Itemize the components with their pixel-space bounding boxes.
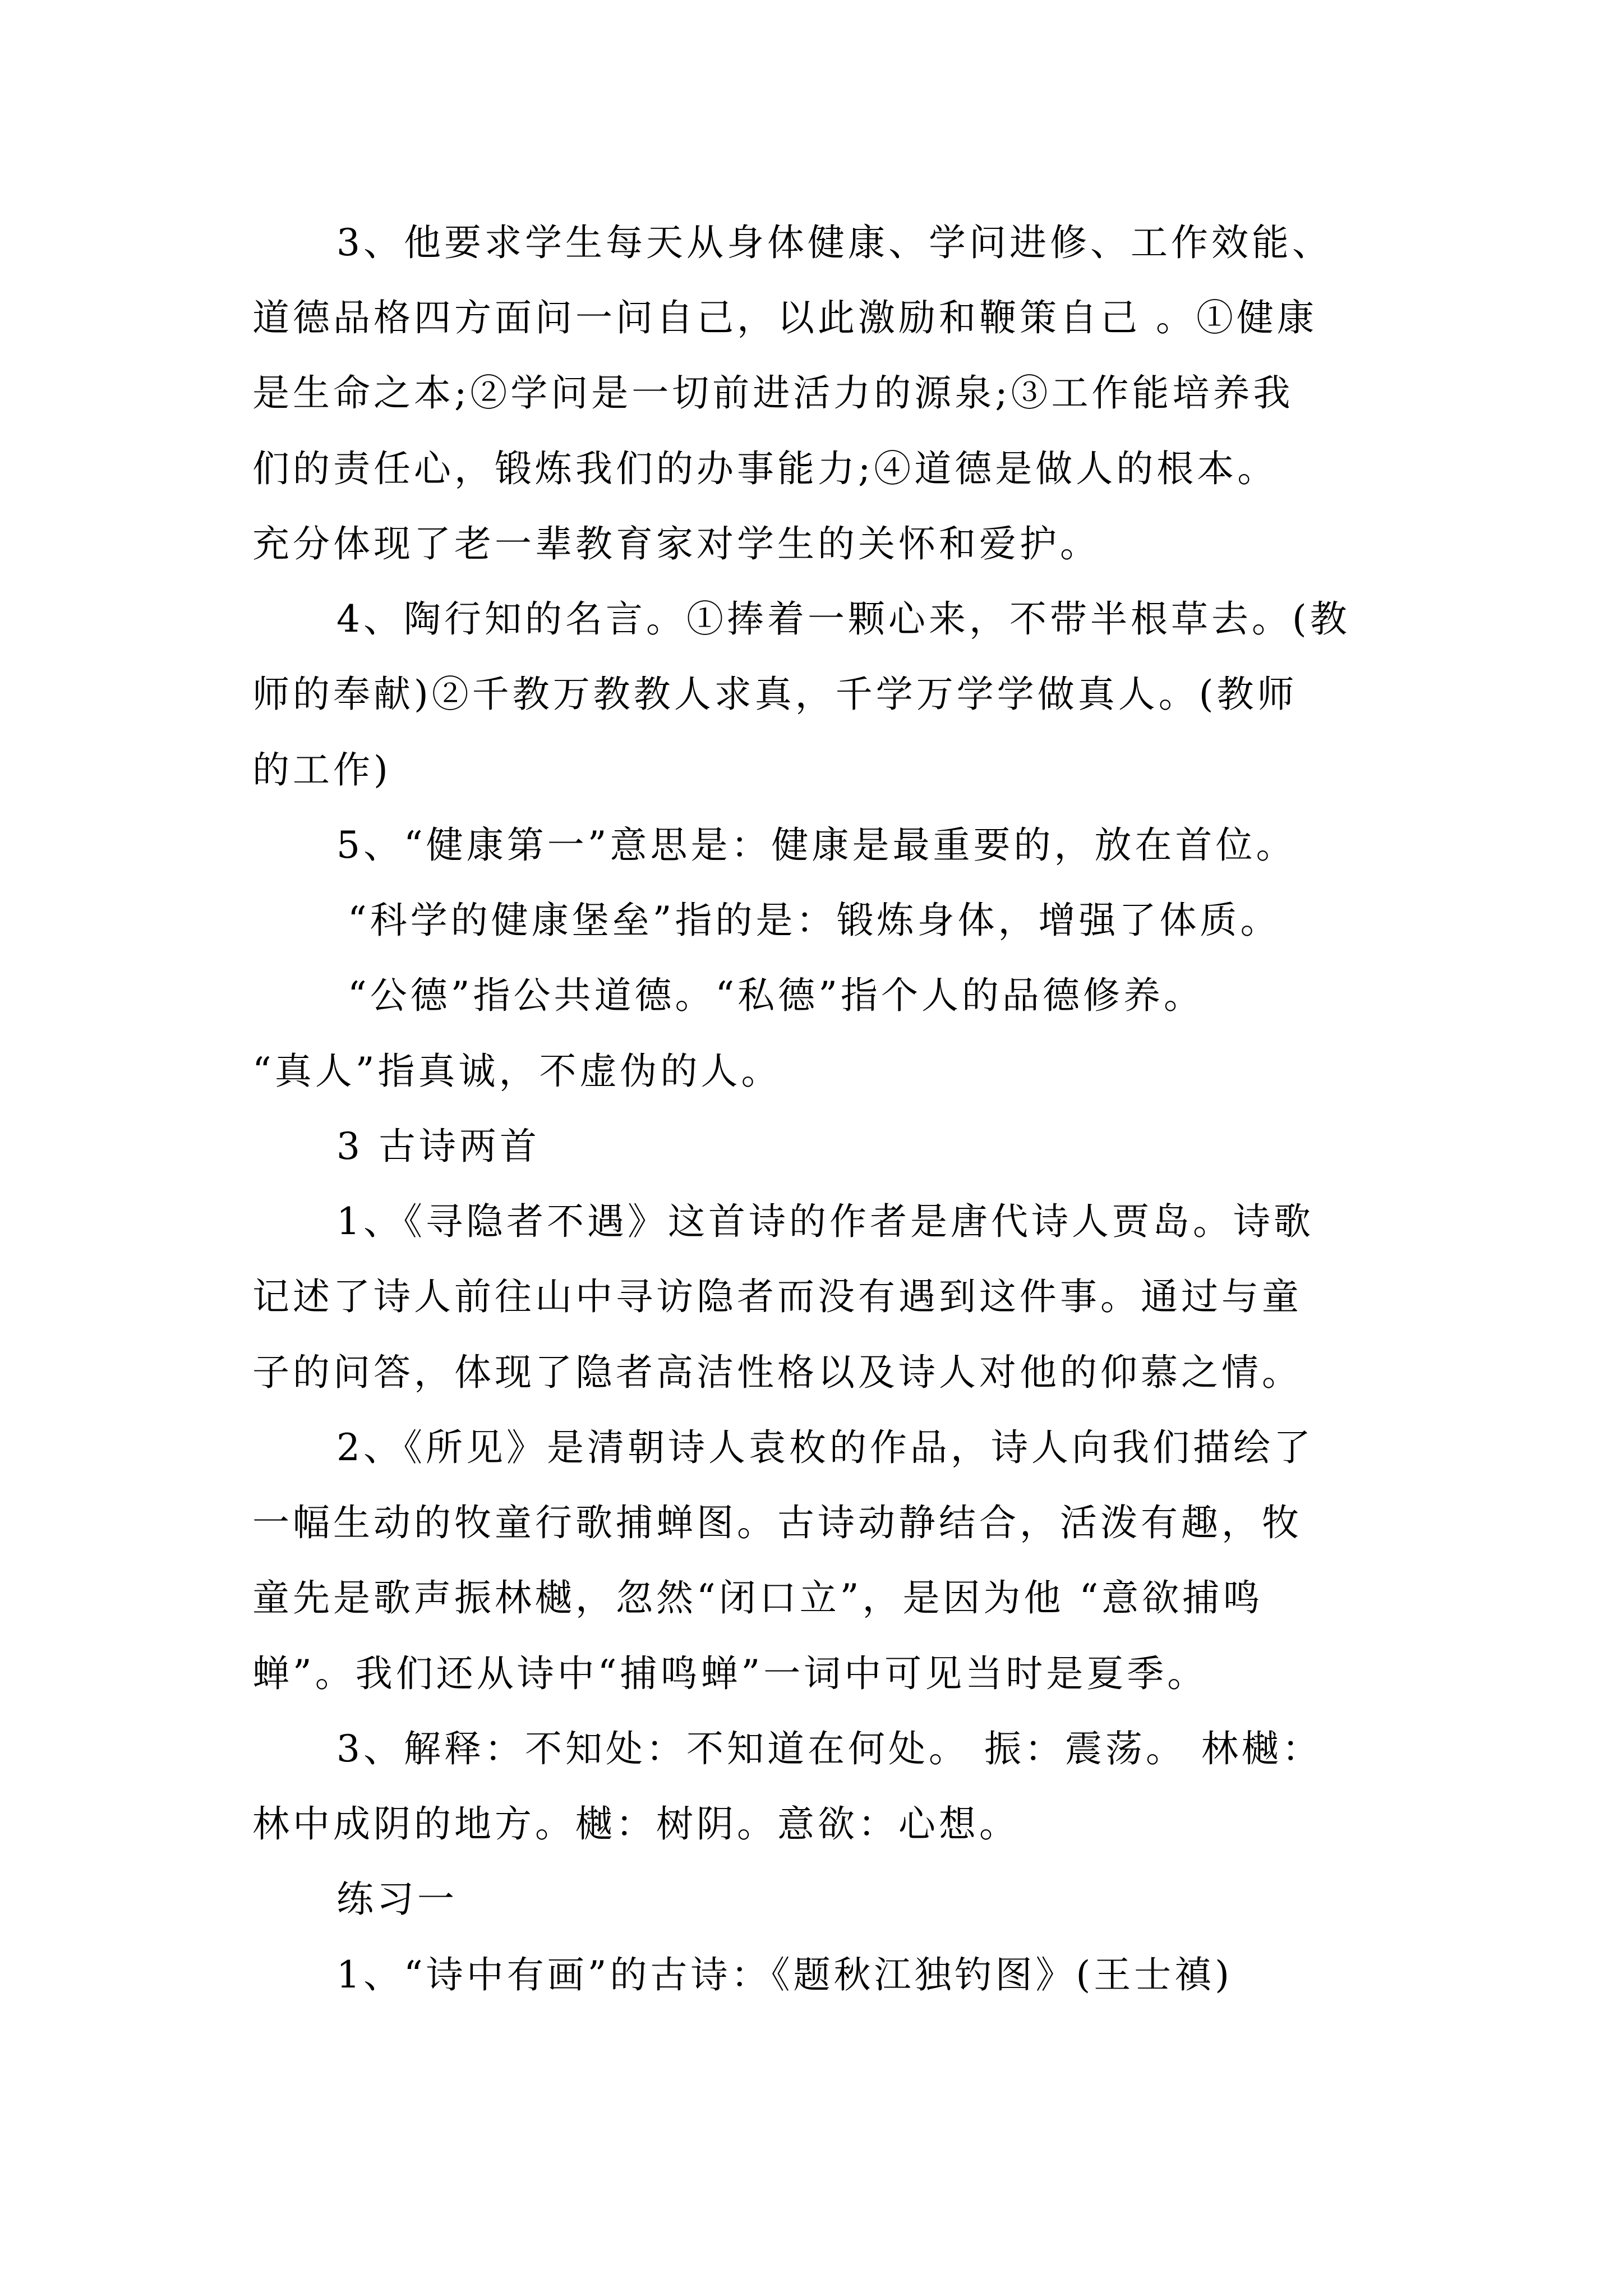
text-line: 道德品格四方面问一问自己，以此激励和鞭策自己 。①健康 [252,296,1317,339]
text-line: 3、他要求学生每天从身体健康、学问进修、工作效能、 [336,221,1332,264]
text-line: 1、《寻隐者不遇》这首诗的作者是唐代诗人贾岛。诗歌 [336,1200,1314,1243]
text-line: 子的问答，体现了隐者高洁性格以及诗人对他的仰慕之情。 [252,1351,1302,1394]
text-line: 们的责任心，锻炼我们的办事能力;④道德是做人的根本。 [252,447,1278,490]
text-line: 的工作) [252,748,391,792]
text-line: 蝉”。我们还从诗中“捕鸣蝉”一词中可见当时是夏季。 [252,1652,1208,1695]
text-line: 1、“诗中有画”的古诗：《题秋江独钓图》(王士禛) [336,1953,1233,1996]
text-line: 记述了诗人前往山中寻访隐者而没有遇到这件事。通过与童 [252,1275,1302,1318]
text-line: “公德”指公共道德。“私德”指个人的品德修养。 [348,974,1204,1017]
text-line: 一幅生动的牧童行歌捕蝉图。古诗动静结合，活泼有趣，牧 [252,1501,1302,1544]
text-line: 林中成阴的地方。樾：树阴。意欲：心想。 [252,1802,1020,1846]
text-line: 4、陶行知的名言。①捧着一颗心来，不带半根草去。(教 [336,597,1350,641]
text-line: 2、《所见》是清朝诗人袁枚的作品，诗人向我们描绘了 [336,1426,1314,1469]
text-line: 3、解释：不知处：不知道在何处。 振：震荡。 林樾： [336,1727,1322,1770]
section-heading: 3 古诗两首 [336,1125,540,1168]
text-line: 童先是歌声振林樾，忽然“闭口立”，是因为他 “意欲捕鸣 [252,1576,1264,1619]
section-heading: 练习一 [336,1878,458,1921]
text-line: 5、“健康第一”意思是：健康是最重要的，放在首位。 [336,823,1297,867]
text-line: 师的奉献)②千教万教教人求真，千学万学学做真人。(教师 [252,673,1298,716]
text-line: “科学的健康堡垒”指的是：锻炼身体，增强了体质。 [348,899,1281,942]
text-line: 充分体现了老一辈教育家对学生的关怀和爱护。 [252,522,1100,565]
text-line: 是生命之本;②学问是一切前进活力的源泉;③工作能培养我 [252,371,1294,415]
text-line: “真人”指真诚，不虚伪的人。 [252,1050,782,1093]
